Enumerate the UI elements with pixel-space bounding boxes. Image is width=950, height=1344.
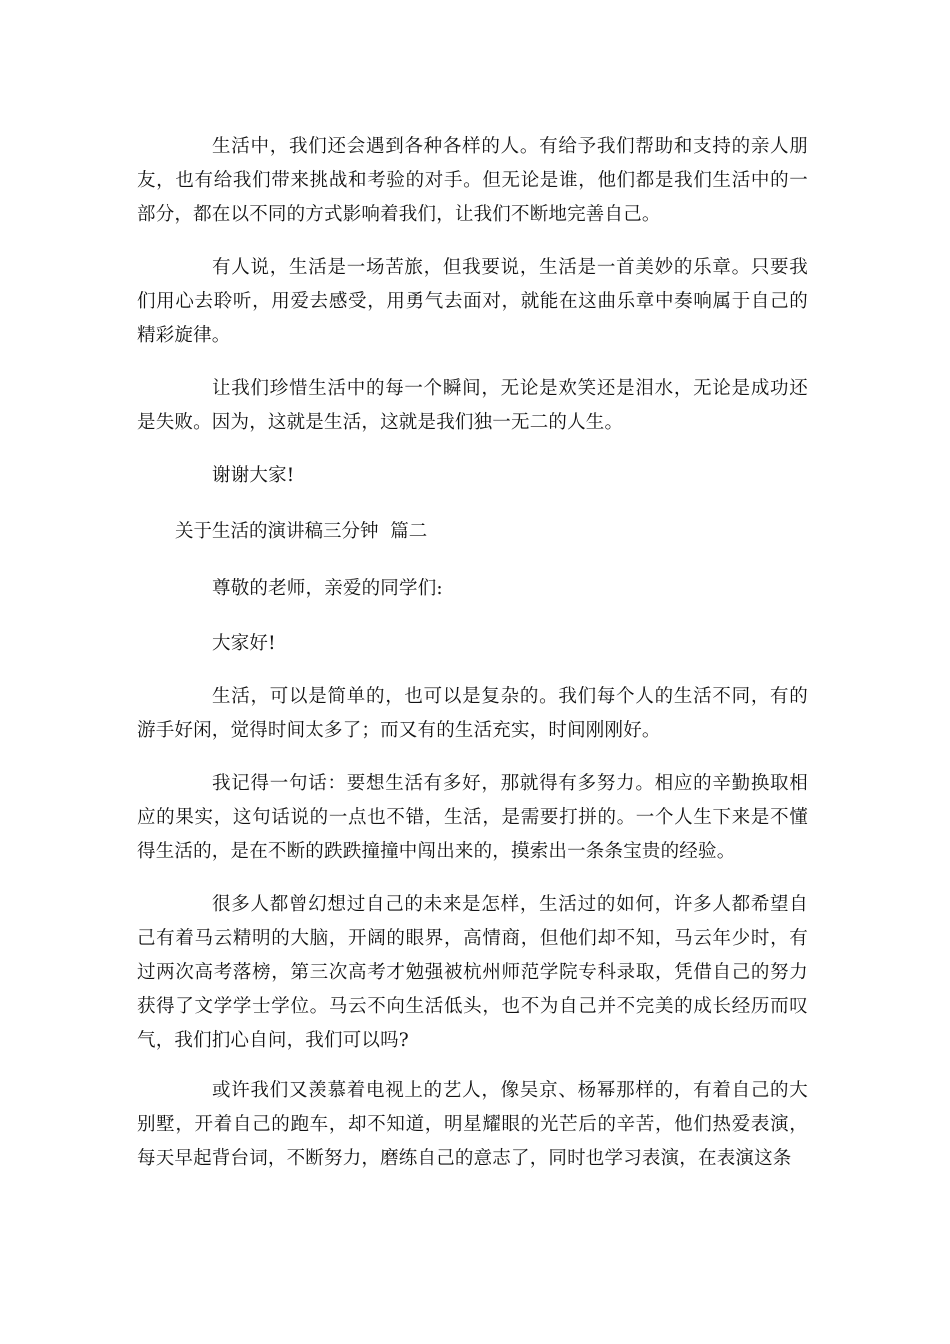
paragraph: 或许我们又羡慕着电视上的艺人，像吴京、杨幂那样的，有着自己的大别墅，开着自己的跑车，却不知道，明星耀眼的光芒后的辛苦，他们热爱表演，每天早起背台词，不断努力，磨练自己的意志了，同时也学习表演，在表演这条 [137,1080,808,1169]
salutation: 尊敬的老师，亲爱的同学们: [212,578,443,599]
paragraph: 让我们珍惜生活中的每一个瞬间，无论是欢笑还是泪水，无论是成功还是失败。因为，这就是生活，这就是我们独一无二的人生。 [137,378,808,433]
paragraph: 很多人都曾幻想过自己的未来是怎样，生活过的如何，许多人都希望自己有着马云精明的大脑，开阔的眼界，高情商，但他们却不知，马云年少时，有过两次高考落榜，第三次高考才勉强被杭州师范学院专科录取，凭借自己的努力获得了文学学士学位。马云不向生活低头，也不为自己并不完美的成长经历而叹气，我们扪心自问，我们可以吗? [137,894,808,1051]
paragraph: 我记得一句话：要想生活有多好，那就得有多努力。相应的辛勤换取相应的果实，这句话说的一点也不错，生活，是需要打拼的。一个人生下来是不懂得生活的，是在不断的跌跌撞撞中闯出来的，摸索出一条条宝贵的经验。 [137,773,808,862]
greeting: 大家好! [212,633,276,654]
paragraph: 谢谢大家! [212,465,295,486]
section-heading: 关于生活的演讲稿三分钟 篇二 [175,521,428,542]
paragraph: 生活中，我们还会遇到各种各样的人。有给予我们帮助和支持的亲人朋友，也有给我们带来挑战和考验的对手。但无论是谁，他们都是我们生活中的一部分，都在以不同的方式影响着我们，让我们不断地完善自己。 [137,136,808,225]
paragraph: 有人说，生活是一场苦旅，但我要说，生活是一首美妙的乐章。只要我们用心去聆听，用爱去感受，用勇气去面对，就能在这曲乐章中奏响属于自己的精彩旋律。 [137,257,808,346]
paragraph: 生活，可以是简单的，也可以是复杂的。我们每个人的生活不同，有的游手好闲，觉得时间太多了；而又有的生活充实，时间刚刚好。 [137,686,808,741]
